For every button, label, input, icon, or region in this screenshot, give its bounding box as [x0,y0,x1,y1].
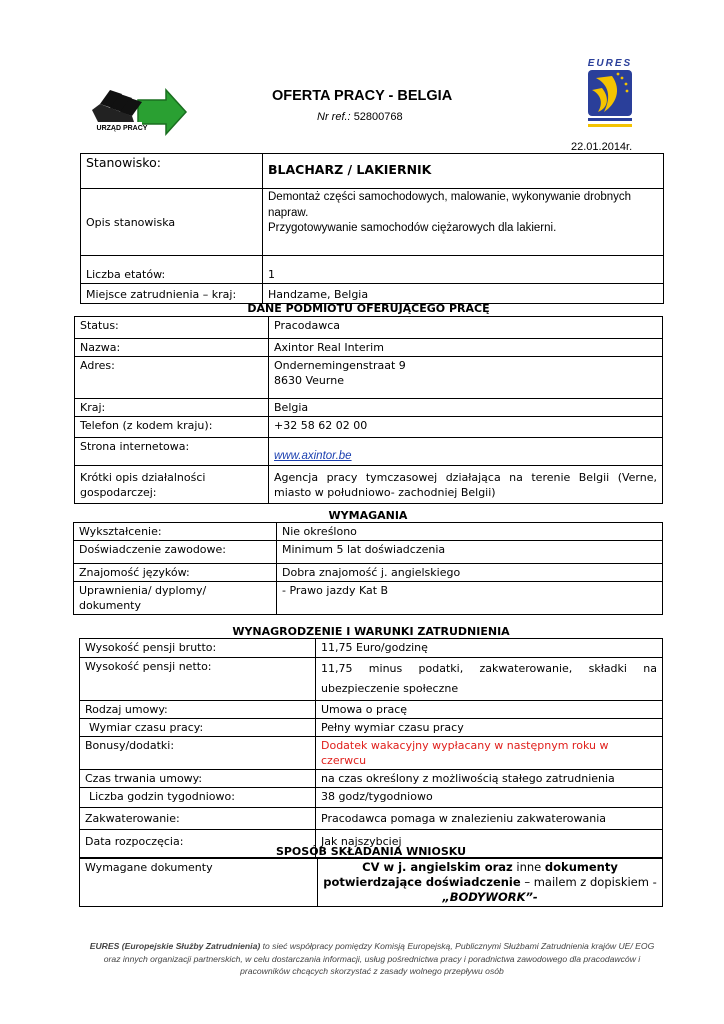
employer-table [74,316,663,504]
activity-label: Krótki opis działalności gospodarczej: [75,466,269,504]
requirements-table [73,522,663,615]
activity-value: Agencja pracy tymczasowej działająca na terenie Belgii (Verne, miasto w południowo- zachodniej Belgii) [269,466,663,504]
duration-value: na czas określony z możliwością stałego zatrudnienia [316,770,663,788]
docs-cv: CV w j. angielskim oraz [362,860,513,874]
logo-left-caption: URZĄD PRACY [96,125,148,132]
bonus-value: Dodatek wakacyjny wypłacany w następnym roku w czerwcu [316,737,663,770]
count-label: Liczba etatów: [81,256,263,284]
footer-line-1 [80,940,664,953]
description-label: Opis stanowiska [81,189,263,256]
eures-logo [582,56,638,132]
work-time-label: Wymiar czasu pracy: [80,719,316,737]
employer-heading: DANE PODMIOTU OFERUJĄCEGO PRACĘ [247,302,490,315]
work-time-value: Pełny wymiar czasu pracy [316,719,663,737]
docs-mail: – mailem z dopiskiem - [520,875,657,889]
requirements-heading: WYMAGANIA [328,509,408,522]
status-label: Status: [75,317,269,339]
experience-value: Minimum 5 lat doświadczenia [277,541,663,564]
start-label: Data rozpoczęcia: [80,830,316,858]
contract-value: Umowa o pracę [316,701,663,719]
address-line-1: Ondernemingenstraat 9 [274,359,406,372]
country-value: Belgia [269,399,663,417]
net-value: 11,75 minus podatki, zakwaterowanie, składki na ubezpieczenie społeczne [316,658,663,701]
description-line-2: Przygotowywanie samochodów ciężarowych dla lakierni. [268,222,557,234]
location-value: Handzame, Belgia [263,284,664,304]
net-label: Wysokość pensji netto: [80,658,316,701]
contract-label: Rodzaj umowy: [80,701,316,719]
website-label: Strona internetowa: [75,438,269,466]
address-line-2: 8630 Veurne [274,374,344,387]
duration-label: Czas trwania umowy: [80,770,316,788]
documents-label: Wymagane dokumenty [80,859,318,907]
name-value: Axintor Real Interim [269,339,663,357]
address-label: Adres: [75,357,269,399]
languages-value: Dobra znajomość j. angielskiego [277,564,663,582]
start-value: Jak najszybciej [316,830,663,858]
country-label: Kraj: [75,399,269,417]
phone-label: Telefon (z kodem kraju): [75,417,269,438]
position-label: Stanowisko: [81,154,263,189]
conditions-heading: WYNAGRODZENIE I WARUNKI ZATRUDNIENIA [232,625,510,638]
address-value [269,357,663,399]
footer-line-2: oraz innych organizacji partnerskich, w celu dostarczania informacji, usług pośrednictwa pracy i poradnictwa zawodowego dla pracodawców i [103,953,641,964]
housing-value: Pracodawca pomaga w znalezieniu zakwaterowania [316,808,663,830]
education-label: Wykształcenie: [74,523,277,541]
docs-tag: „BODYWORK”- [442,890,538,904]
urzad-pracy-logo [88,82,188,142]
ref-label: Nr ref.: [317,111,351,123]
application-table [79,858,663,907]
phone-value: +32 58 62 02 00 [269,417,663,438]
bonus-label: Bonusy/dodatki: [80,737,316,770]
languages-label: Znajomość języków: [74,564,277,582]
docs-other: inne [512,860,545,874]
position-value: BLACHARZ / LAKIERNIK [263,154,664,189]
licenses-label: Uprawnienia/ dyplomy/ dokumenty [74,582,277,615]
description-line-1: Demontaż części samochodowych, malowanie, wykonywanie drobnych napraw. [268,191,632,219]
housing-label: Zakwaterowanie: [80,808,316,830]
page-title: OFERTA PRACY - BELGIA [272,88,453,104]
footer-eures: EURES (Europejskie Służby Zatrudnienia) [89,941,261,951]
count-value: 1 [263,256,664,284]
position-table [80,153,664,304]
location-label: Miejsce zatrudnienia – kraj: [81,284,263,304]
application-heading: SPOSÓB SKŁADANIA WNIOSKU [275,845,467,858]
logo-right-caption: EURES [587,58,633,69]
footer-line-3: pracowników chcących skorzystać z zasady wolnego przepływu osób [240,966,504,976]
conditions-table [79,638,663,858]
status-value: Pracodawca [269,317,663,339]
name-label: Nazwa: [75,339,269,357]
footer-line-1-rest: to sieć współpracy pomiędzy Komisją Europejską, Publicznymi Służbami Zatrudnienia krajów UE/ EOG [260,941,655,951]
experience-label: Doświadczenie zawodowe: [74,541,277,564]
gross-label: Wysokość pensji brutto: [80,639,316,658]
gross-value: 11,75 Euro/godzinę [316,639,663,658]
hours-label: Liczba godzin tygodniowo: [80,788,316,808]
docs-confirming: dokumenty potwierdzające doświadczenie [323,860,618,889]
hours-value: 38 godz/tygodniowo [316,788,663,808]
offer-date: 22.01.2014r. [571,141,633,153]
description-value [263,189,664,256]
ref-value: 52800768 [353,111,403,123]
website-link[interactable]: www.axintor.be [274,450,352,462]
licenses-value: - Prawo jazdy Kat B [277,582,663,615]
reference-number [317,111,403,123]
footer-note [80,940,664,978]
education-value: Nie określono [277,523,663,541]
documents-value [318,859,663,907]
